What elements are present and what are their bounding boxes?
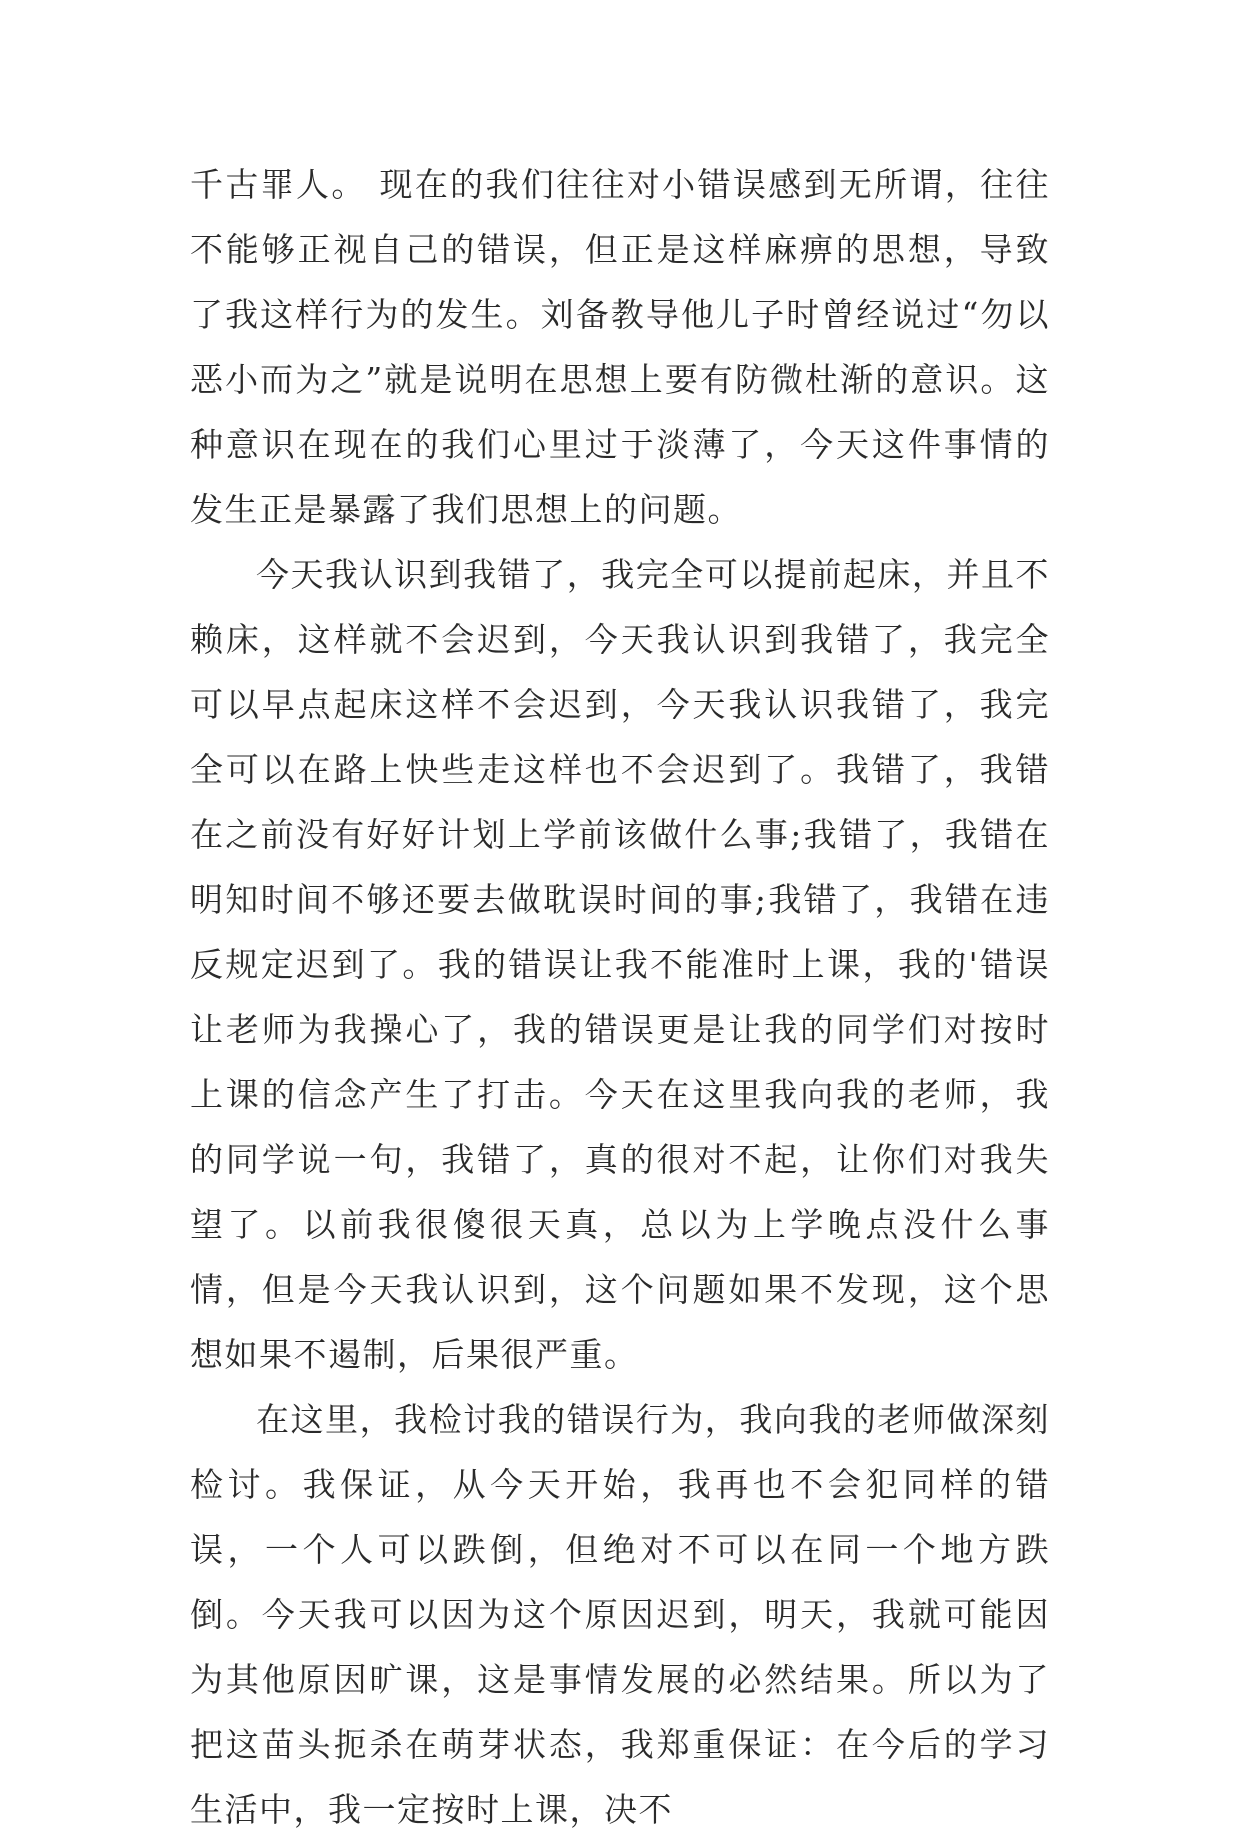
paragraph-1: 千古罪人。 现在的我们往往对小错误感到无所谓，往往不能够正视自己的错误，但正是这样麻痹的思想，导致了我这样行为的发生。刘备教导他儿子时曾经说过“勿以恶小而为之”就是说明在思想上要有防微杜渐的意识。这种意识在现在的我们心里过于淡薄了，今天这件事情的发生正是暴露了我们思想上的问题。 bbox=[190, 165, 1050, 529]
document-body bbox=[190, 152, 1050, 1842]
paragraph-2: 今天我认识到我错了，我完全可以提前起床，并且不赖床，这样就不会迟到，今天我认识到我错了，我完全可以早点起床这样不会迟到，今天我认识我错了，我完全可以在路上快些走这样也不会迟到了。我错了，我错在之前没有好好计划上学前该做什么事;我错了，我错在明知时间不够还要去做耽误时间的事;我错了，我错在违反规定迟到了。我的错误让我不能准时上课，我的'错误让老师为我操心了，我的错误更是让我的同学们对按时上课的信念产生了打击。今天在这里我向我的老师，我的同学说一句，我错了，真的很对不起，让你们对我失望了。以前我很傻很天真，总以为上学晚点没什么事情，但是今天我认识到，这个问题如果不发现，这个思想如果不遏制，后果很严重。 bbox=[190, 555, 1050, 1374]
paragraph-3: 在这里，我检讨我的错误行为，我向我的老师做深刻检讨。我保证，从今天开始，我再也不会犯同样的错误，一个人可以跌倒，但绝对不可以在同一个地方跌倒。今天我可以因为这个原因迟到，明天，我就可能因为其他原因旷课，这是事情发展的必然结果。所以为了把这苗头扼杀在萌芽状态，我郑重保证：在今后的学习生活中，我一定按时上课，决不 bbox=[190, 1400, 1050, 1829]
